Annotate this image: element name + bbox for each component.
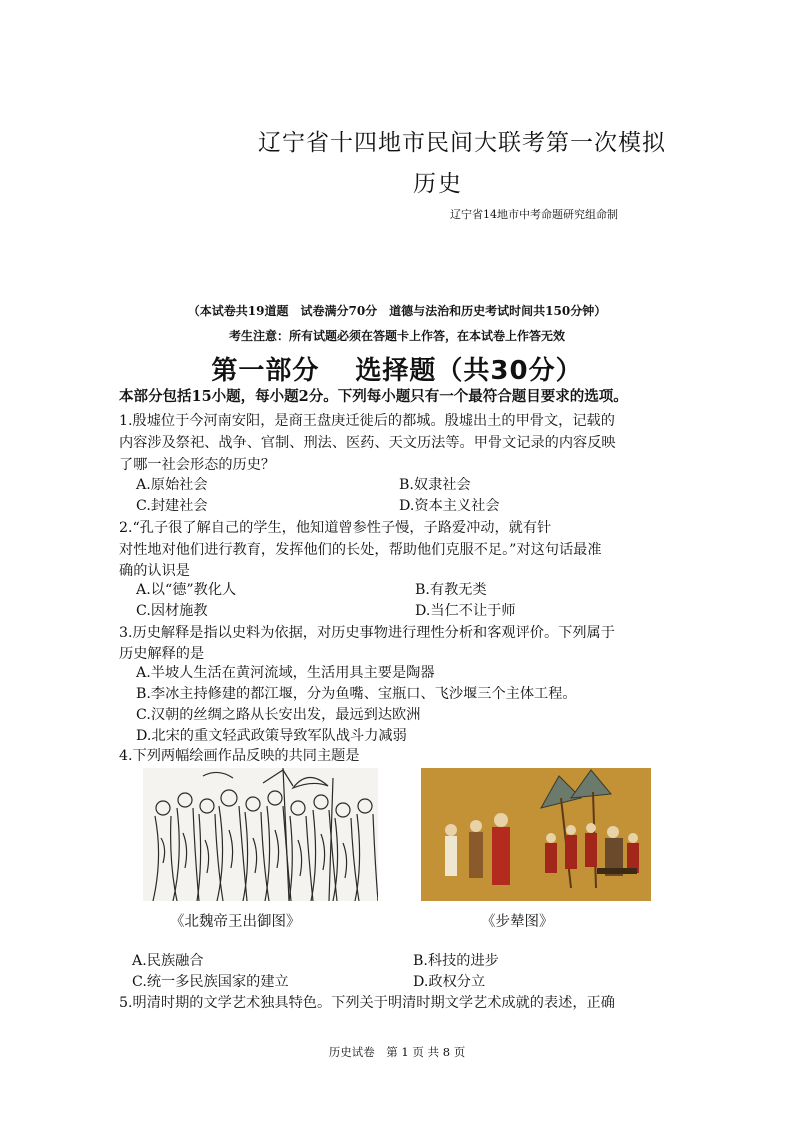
question-1-option-c[interactable]: C.封建社会 <box>136 498 208 514</box>
question-3-option-c[interactable]: C.汉朝的丝绸之路从长安出发，最远到达欧洲 <box>136 707 421 723</box>
question-3-stem-line2: 历史解释的是 <box>119 646 205 662</box>
question-3-option-a[interactable]: A.半坡人生活在黄河流域，生活用具主要是陶器 <box>136 665 435 681</box>
question-2-option-c[interactable]: C.因材施教 <box>136 603 208 619</box>
question-1-stem-line2: 内容涉及祭祀、战争、官制、刑法、医药、天文历法等。甲骨文记录的内容反映 <box>119 435 616 451</box>
question-5-stem-line1: 5.明清时期的文学艺术独具特色。下列关于明清时期文学艺术成就的表述，正确 <box>119 995 615 1011</box>
question-2-option-d[interactable]: D.当仁不让于师 <box>415 603 516 619</box>
part1-title-b: 选择题（共30分） <box>355 356 583 386</box>
painting-northern-wei-procession <box>143 768 378 901</box>
question-1-option-b[interactable]: B.奴隶社会 <box>399 477 471 493</box>
caption-painting-2: 《步辇图》 <box>481 914 554 930</box>
exam-title: 辽宁省十四地市民间大联考第一次模拟 <box>258 130 666 156</box>
question-1-stem-line1: 1.殷墟位于今河南安阳，是商王盘庚迁徙后的都城。殷墟出土的甲骨文，记载的 <box>119 413 615 429</box>
exam-info-line: （本试卷共19道题 试卷满分70分 道德与法治和历史考试时间共150分钟） <box>187 304 607 318</box>
question-2-stem-line3: 确的认识是 <box>119 563 190 579</box>
question-2-option-a[interactable]: A.以“德”教化人 <box>136 582 237 598</box>
question-3-option-d[interactable]: D.北宋的重文轻武政策导致军队战斗力减弱 <box>136 728 407 744</box>
part1-intro: 本部分包括15小题，每小题2分。下列每小题只有一个最符合题目要求的选项。 <box>119 388 628 405</box>
exam-notice-line: 考生注意：所有试题必须在答题卡上作答，在本试卷上作答无效 <box>228 329 565 343</box>
question-1-stem-line3: 了哪一社会形态的历史？ <box>119 457 276 473</box>
exam-organizer: 辽宁省14地市中考命题研究组命制 <box>450 208 618 221</box>
part1-heading <box>0 350 794 387</box>
question-4-option-b[interactable]: B.科技的进步 <box>413 953 499 969</box>
question-4-option-d[interactable]: D.政权分立 <box>413 974 486 990</box>
question-1-option-a[interactable]: A.原始社会 <box>136 477 208 493</box>
question-2-stem-line1: 2.“孔子很了解自己的学生，他知道曾参性子慢，子路爱冲动，就有针 <box>119 520 552 536</box>
page-footer: 历史试卷 第 1 页 共 8 页 <box>328 1045 466 1059</box>
question-4-option-a[interactable]: A.民族融合 <box>132 953 204 969</box>
question-3-option-b[interactable]: B.李冰主持修建的都江堰，分为鱼嘴、宝瓶口、飞沙堰三个主体工程。 <box>136 686 577 702</box>
caption-painting-1: 《北魏帝王出御图》 <box>170 914 301 930</box>
question-1-option-d[interactable]: D.资本主义社会 <box>399 498 500 514</box>
question-2-option-b[interactable]: B.有教无类 <box>415 582 487 598</box>
exam-subject: 历史 <box>413 171 463 197</box>
question-4-stem-line1: 4.下列两幅绘画作品反映的共同主题是 <box>119 748 360 764</box>
question-2-stem-line2: 对性地对他们进行教育，发挥他们的长处，帮助他们克服不足。”对这句话最准 <box>119 542 602 558</box>
question-3-stem-line1: 3.历史解释是指以史料为依据，对历史事物进行理性分析和客观评价。下列属于 <box>119 625 615 641</box>
painting-bunian-tu <box>421 768 651 901</box>
question-4-option-c[interactable]: C.统一多民族国家的建立 <box>132 974 289 990</box>
part1-title-a: 第一部分 <box>211 356 320 386</box>
